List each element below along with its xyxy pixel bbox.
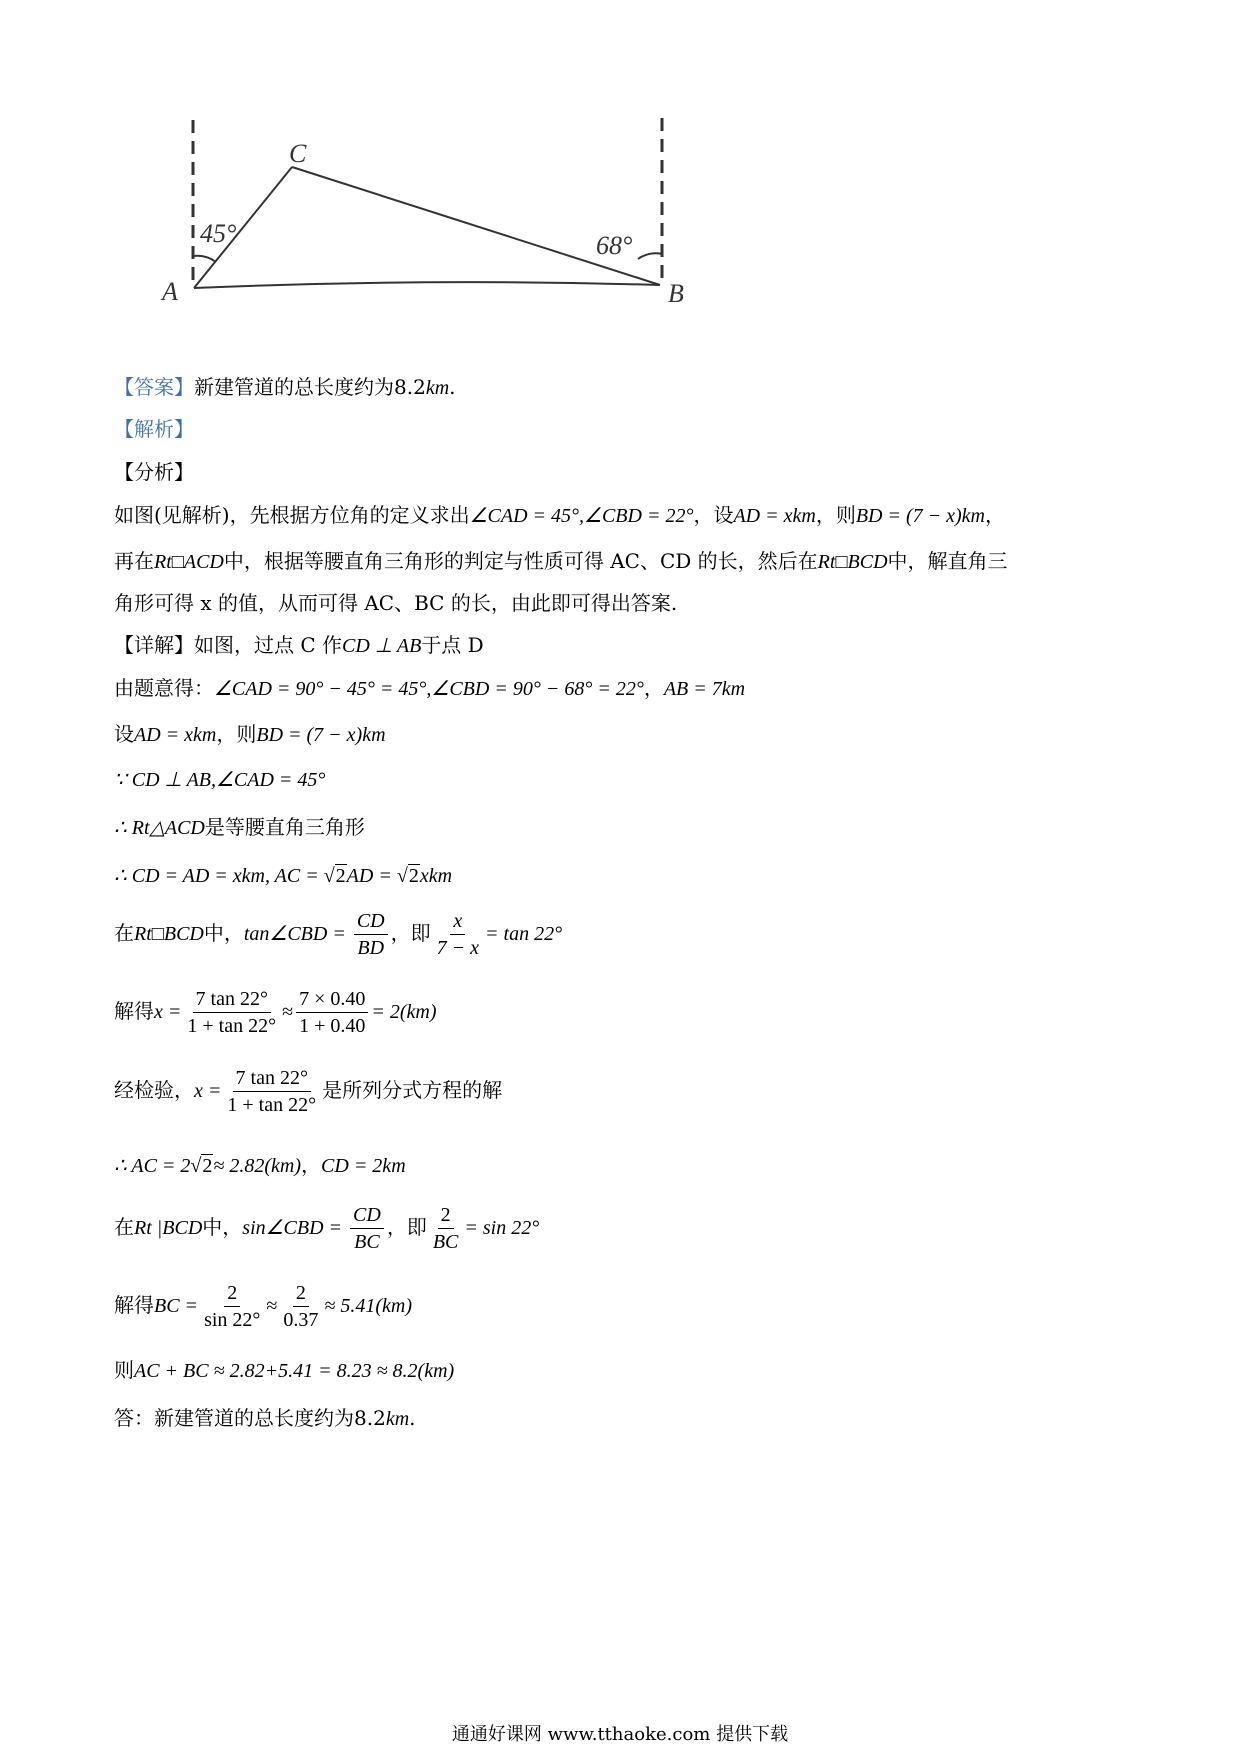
fraction xyxy=(296,988,368,1037)
sqrt-value: 2 xyxy=(202,1155,213,1177)
math: = 2(km) xyxy=(371,1001,437,1023)
denominator: BC xyxy=(432,1231,459,1253)
side-cb xyxy=(292,167,660,285)
text: 中，根据等腰直角三角形的判定与性质可得 AC、CD 的长，然后在 xyxy=(223,549,818,573)
math: xkm xyxy=(419,865,453,887)
text: 由题意得： xyxy=(114,676,214,700)
answer-unit: km xyxy=(425,377,450,399)
text: ，则 xyxy=(815,503,856,527)
angle-label-b: 68° xyxy=(596,231,633,260)
detail-line-2 xyxy=(114,673,745,704)
text: 中， xyxy=(203,921,244,945)
denominator: 7 − x xyxy=(436,937,480,959)
math: Rt□BCD xyxy=(134,923,204,945)
text: 如图(见解析)，先根据方位角的定义求出 xyxy=(114,503,470,527)
text: ，则 xyxy=(216,722,257,746)
detail-line-12 xyxy=(114,1282,412,1331)
math: BC = xyxy=(154,1295,199,1317)
math: x = xyxy=(194,1080,222,1102)
math: AD = xkm xyxy=(733,505,816,527)
numerator: x xyxy=(450,910,465,935)
analysis-line-3: 角形可得 x 的值，从而可得 AC、BC 的长，由此即可得出答案. xyxy=(114,591,678,615)
denominator: sin 22° xyxy=(204,1309,261,1331)
math: AC + BC ≈ 2.82+5.41 = 8.23 ≈ 8.2(km) xyxy=(134,1360,455,1382)
answer-tag: 【答案】 xyxy=(114,375,194,399)
denominator: BC xyxy=(354,1231,380,1253)
math: ∠CAD = 45°,∠CBD = 22° xyxy=(469,505,694,527)
analysis-line-1 xyxy=(114,500,1005,531)
math: Rt |BCD xyxy=(134,1217,203,1239)
math: Rt□ACD xyxy=(154,551,224,573)
math: AD = xyxy=(346,865,397,887)
math: ∠CAD = 90° − 45° = 45°,∠CBD = 90° − 68° = 22° xyxy=(214,678,644,700)
sqrt-value: 2 xyxy=(335,865,346,887)
fraction xyxy=(224,1067,319,1116)
text: 是等腰直角三角形 xyxy=(204,815,365,839)
math: BD = (7 − x)km xyxy=(855,505,985,527)
fraction xyxy=(280,1282,321,1331)
text: 在 xyxy=(114,1215,134,1239)
text: 在 xyxy=(114,921,134,945)
denominator: 1 + tan 22° xyxy=(187,1015,277,1037)
text: ，即 xyxy=(390,921,431,945)
math: = tan 22° xyxy=(485,923,563,945)
denominator: BD xyxy=(357,937,385,959)
angle-label-a: 45° xyxy=(200,219,237,248)
math: ≈ 5.41(km) xyxy=(324,1295,413,1317)
math: AB = 7km xyxy=(663,678,746,700)
sqrt-value: 2 xyxy=(408,865,419,887)
side-ab xyxy=(194,282,660,288)
triangle-diagram xyxy=(150,118,710,348)
math: CD = 2km xyxy=(321,1155,406,1177)
math: CD ⊥ AB xyxy=(342,635,422,657)
math: Rt□BCD xyxy=(817,551,888,573)
fraction xyxy=(430,1204,462,1253)
math: tan∠CBD = xyxy=(243,923,351,945)
angle-arc-b xyxy=(638,253,662,259)
fenxi-heading: 【分析】 xyxy=(114,460,194,484)
math: x = xyxy=(154,1001,182,1023)
math: BD = (7 − x)km xyxy=(256,724,386,746)
detail-line-5 xyxy=(114,812,365,843)
numerator: 2 xyxy=(224,1282,240,1307)
text: 答：新建管道的总长度约为8.2 xyxy=(114,1406,386,1430)
detail-line-13 xyxy=(114,1355,454,1386)
text: 解得 xyxy=(114,1293,154,1317)
math: ≈ xyxy=(266,1295,278,1317)
detail-line-1 xyxy=(114,630,484,661)
vertex-label-b: B xyxy=(668,279,684,308)
text: 经检验， xyxy=(114,1078,194,1102)
numerator: 2 xyxy=(438,1204,454,1229)
text: 再在 xyxy=(114,549,154,573)
text: ， xyxy=(985,503,1005,527)
text: 是所列分式方程的解 xyxy=(322,1078,503,1102)
text: 于点 D xyxy=(421,633,484,657)
detail-line-9 xyxy=(114,1067,502,1116)
numerator: 7 × 0.40 xyxy=(296,988,368,1013)
text: . xyxy=(409,1406,416,1430)
jiexi-heading: 【解析】 xyxy=(114,417,194,441)
fraction xyxy=(354,910,388,959)
denominator: 1 + 0.40 xyxy=(299,1015,366,1037)
math: sin∠CBD = xyxy=(242,1217,348,1239)
text: 则 xyxy=(114,1358,134,1382)
text: 设 xyxy=(114,722,134,746)
text: ，设 xyxy=(693,503,734,527)
answer-end: . xyxy=(449,375,456,399)
answer-text: 新建管道的总长度约为8.2 xyxy=(194,375,426,399)
detail-line-6: ∴ CD = AD = xkm, AC = √2AD = √2xkm xyxy=(114,865,453,887)
detail-line-7 xyxy=(114,910,562,959)
numerator: 7 tan 22° xyxy=(193,988,271,1013)
text: ，即 xyxy=(386,1215,427,1239)
detail-line-4: ∵ CD ⊥ AB,∠CAD = 45° xyxy=(114,769,326,791)
math: ∴ CD = AD = xkm, AC = xyxy=(114,865,324,887)
numerator: 2 xyxy=(293,1282,309,1307)
answer-line xyxy=(114,372,456,403)
denominator: 1 + tan 22° xyxy=(227,1094,317,1116)
text: 如图，过点 C 作 xyxy=(194,633,343,657)
math: km xyxy=(385,1408,410,1430)
detail-line-3 xyxy=(114,719,386,750)
detail-line-11 xyxy=(114,1204,539,1253)
detail-line-10: ∴ AC = 2√2≈ 2.82(km)，CD = 2km xyxy=(114,1153,406,1177)
vertex-label-c: C xyxy=(289,139,307,168)
detail-tag: 【详解】 xyxy=(114,633,194,657)
text: 中，解直角三 xyxy=(887,549,1008,573)
fraction xyxy=(350,1204,384,1253)
fraction xyxy=(184,988,279,1037)
page-footer: 通通好课网 www.tthaoke.com 提供下载 xyxy=(451,1724,789,1745)
numerator: CD xyxy=(354,910,388,935)
vertex-label-a: A xyxy=(162,277,178,306)
math: ≈ 2.82(km) xyxy=(213,1155,302,1177)
math: ∴ Rt△ACD xyxy=(114,817,205,839)
math: ∴ AC = 2 xyxy=(114,1155,191,1177)
math: AD = xkm xyxy=(134,724,217,746)
numerator: 7 tan 22° xyxy=(233,1067,311,1092)
text: ， xyxy=(301,1153,322,1177)
detail-line-8 xyxy=(114,988,437,1037)
fraction xyxy=(201,1282,263,1331)
math: ≈ xyxy=(282,1001,294,1023)
text: 解得 xyxy=(114,999,154,1023)
detail-line-14 xyxy=(114,1403,416,1434)
angle-arc-a xyxy=(193,256,216,262)
math: = sin 22° xyxy=(464,1217,540,1239)
numerator: CD xyxy=(350,1204,384,1229)
fraction xyxy=(434,910,482,959)
text: 中， xyxy=(202,1215,243,1239)
analysis-line-2 xyxy=(114,546,1008,577)
denominator: 0.37 xyxy=(283,1309,319,1331)
text: ， xyxy=(643,676,664,700)
